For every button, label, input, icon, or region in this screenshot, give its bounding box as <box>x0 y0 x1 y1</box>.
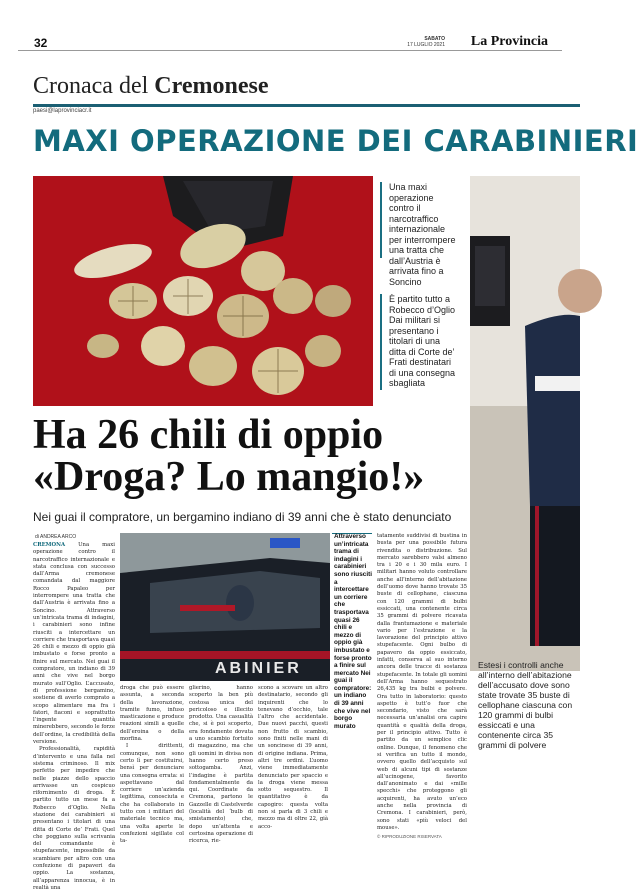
section-prefix: Cronaca del <box>33 73 149 99</box>
headline <box>33 414 424 498</box>
carabiniere-illustration <box>470 176 580 671</box>
date-day: SABATO <box>424 36 445 42</box>
article-column-5 <box>377 533 467 840</box>
article-text-5: tatamente suddivisi di bustina in busta per una possibile futura rivendita o distribuzione. Sul mercato sarebbero valsi almeno tra i 20 e i 30 mila euro. I militari hanno voluto controllare anche all’interno dell’abitazione dell’uomo dove hanno trovate 35 buste di cellophane, ciascuna con 120 grammi di bulbi essiccati, una contenente circa 35 grammi di polvere ricavata dalla frantumazione e materiale vario per l’estrazione e la lavorazione del principio attivo stupefacente. Ogni bulbo di papavero da oppio essiccato, infatti, conserva al suo interno ancora delle tracce di sostanza stupefacente. In totale gli uomini dell’Arma hanno sequestrato 26,435 kg tra bulbi e polvere. Ora tutto in laboratorio: questo aspetto è tutt’o fuor che secondario, visto che sarà necessaria un’analisi ora capire quantità e qualità della droga, per il principio attivo. Tutto è partito da un semplice clic online. Dunque, il fenomeno che si verifica un tutto il mondo, ovvero quello dell’acquisto sul web di alcuni tipi di sostanze all’ucinogene, favorito dall’anonimato e dai «mille specchi» che proteggono gli acquirenti, ha avuto un’eco anche nella provincia di Cremona. I carabinieri, però, sono stati «più veloci del mouse». <box>377 533 467 831</box>
dateline: CREMONA <box>33 542 66 548</box>
photo-poppy-pods <box>33 176 373 406</box>
headline-line-2: «Droga? Lo mangio!» <box>33 454 425 500</box>
date-text: 17 LUGLIO 2021 <box>407 42 445 48</box>
article-text-1: Una maxi operazione contro il narcotraffico internazionale e stata conclusa con successo dall’Arma cremonese comandata dal maggiore Rocco Papaleo per interrompere una tratta che dall’Austria è arrivata fino a Soncino. Attraverso un’intricata trama di indagini, i carabinieri sono infine riusciti a intercettare un corriere che trasportava quasi 26 chili e mezzo di oppio già imbustato e forse pronto a finire sul mercato. Nei guai il compratore, un indiano di 39 anni che vive nel borgo murato sull’Oglio. L’accusato, di professione bergamino, sostiene di averlo comprato a scopo alimentare ma fra i fatori, fiaconi e soprattutto l’ingente quantità minerebbero, secondo le forze dell’ordine, la credibilità della versione. <box>33 542 115 746</box>
article-column-1 <box>33 542 115 891</box>
date-block <box>407 36 445 48</box>
caption-bottom: Estesi i controlli anche all’interno dell’abitazione dell’accusato dove sono state trovate 35 buste di cellophane ciascuna con 120 grammi di bulbi essiccati e una contenente circa 35 grammi di polvere <box>478 660 573 750</box>
caption-rule-middle <box>380 294 382 390</box>
newspaper-masthead: La Provincia <box>470 34 548 49</box>
section-name: Cremonese <box>154 73 269 99</box>
photo-carabiniere <box>470 176 580 671</box>
article-column-3 <box>189 685 253 845</box>
photo-carabinieri-car <box>120 533 330 681</box>
headline-line-1: Ha 26 chili di oppio <box>33 412 384 458</box>
subheadline: Nei guai il compratore, un bergamino indiano di 39 anni che è stato denunciato <box>33 510 452 524</box>
header-rule <box>18 50 562 51</box>
article-text-1b: Professionalità, rapidità d’intervento e una falla nel sistema criminoso. Il mix perfetto per impedire che nelle piazze dello spaccio arrivasse un cospicuo rifornimento di droga. È partito tutto un mese fa a Robecco d’Oglio. Nella stazione dei carabinieri si presentano i titolari di una ditta di Corte de’ Frati. Quel che poggiano sulla scrivania del comandante è stupefacente, impossibile da scambiare per altro con una confezione di papaveri da oppio. La sostanza, all’apparenza innocua, è in realtà una <box>33 746 115 891</box>
copyright-credit: © RIPRODUZIONE RISERVATA <box>377 834 442 840</box>
page-number: 32 <box>34 36 48 50</box>
article-text-3: glierino, hanno scoperto la ben più costosa unica del pericoloso e illecito prodotto. Una casualità che, si è poi scoperto, era fondamente dovuta a uno scambio fortuito di magazzino, ma che gli uomini in divisa non hanno certo preso sottogamba. Anzi, l’indagine è partita fondamentalmente da qui. Coordinate da Cremona, partono le Gazzelle di Castelverde (località del ‘bulb di smistamento) che, dopo un’attenta e certosina operazione di ricerca, rie- <box>189 685 253 845</box>
kicker: MAXI OPERAZIONE DEI CARABINIERI <box>33 124 638 158</box>
section-rule <box>33 104 580 107</box>
byline: di ANDREA ARCO <box>35 534 77 540</box>
pull-quote: Attraverso un’intricata trama di indagini i carabinieri sono riusciti a intercettare un corriere che trasportava quasi 26 chili e mezzo di oppio già imbustato e forse pronto a finire sul mercato Nei guai il compratore: un indiano di 39 anni che vive nel borgo murato <box>334 533 372 730</box>
caption-top: Una maxi operazione contro il narcotraffico internazionale per interrompere una tratta che dall’Austria è arrivata fino a Soncino <box>389 182 456 287</box>
article-column-4 <box>258 685 328 835</box>
article-column-2 <box>120 685 184 845</box>
article-text-2: droga che può essere assunta, a seconda della lavorazione, tramite fumo, infuso masticazione e produce reazioni simili a quelle dell’eroina o della morfina. <box>120 685 184 743</box>
caption-middle: È partito tutto a Robecco d’Oglio Dai militari si presentano i titolari di una ditta di Corte de’ Frati destinatari di una consegna sbagliata <box>389 294 456 388</box>
article-text-2b: I dirittenti, comunque, non sono certo lì per costituirsi, bensì per denunciare una consegna errata: si aspettavano dal corriere un’azienda legittima, conosciuta e che ha collaborato in tutto con i militari del materiale tecnico ma, una volta aperte le confezioni sigillate col ta- <box>120 743 184 845</box>
article-text-4: scono a scovare un altro destinatario, secondo gli inquirenti che lo tenevano d’occhio, tale l’altro che accidentale. Due nuovi pacchi, questi non frutto di scambio, sono finiti nelle mani di un soncinese di 39 anni, di origine indiana. Prima, altri tre ordini. L’uomo viene immediatamente denunciato per spaccio e la droga viene messa sotto sequestro. Il quantitativo è da capogiro: questa volta non si parla di 3 chili e mezzo ma di oltre 22, già acco- <box>258 685 328 830</box>
poppy-pods-illustration <box>33 176 373 406</box>
caption-rule-top <box>380 182 382 258</box>
police-car-illustration <box>120 533 330 681</box>
section-title <box>33 73 268 100</box>
section-email: paesi@laprovinciacr.it <box>33 108 92 114</box>
svg-text:ABINIER: ABINIER <box>215 660 302 677</box>
